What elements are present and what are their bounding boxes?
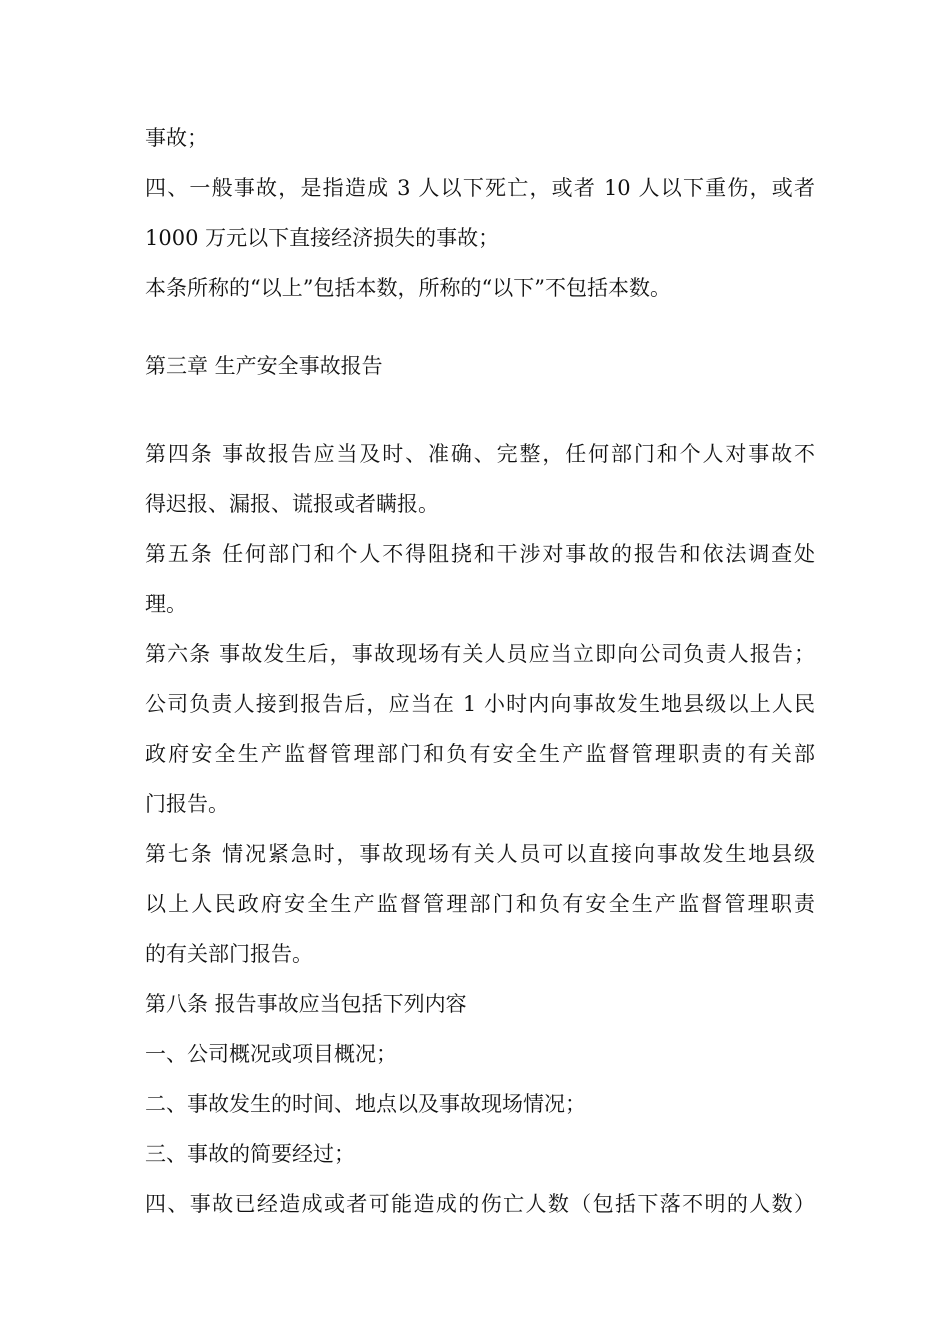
article-6-line-2: 公司负责人接到报告后，应当在 1 小时内向事故发生地县级以上人民 [145, 692, 815, 716]
article-7-line-2: 以上人民政府安全生产监督管理部门和负有安全生产监督管理职责 [145, 892, 815, 916]
article-6-line-4: 门报告。 [145, 792, 229, 816]
article-5-line-2: 理。 [145, 592, 187, 616]
article-6-line-1: 第六条 事故发生后，事故现场有关人员应当立即向公司负责人报告； [145, 642, 815, 666]
article-6-line-3: 政府安全生产监督管理部门和负有安全生产监督管理职责的有关部 [145, 742, 815, 766]
chapter-title: 第三章 生产安全事故报告 [145, 354, 383, 378]
list-item: 二、事故发生的时间、地点以及事故现场情况； [145, 1092, 586, 1116]
article-4-line-2: 得迟报、漏报、谎报或者瞒报。 [145, 492, 439, 516]
paragraph-gap [145, 313, 815, 341]
list-item: 四、事故已经造成或者可能造成的伤亡人数（包括下落不明的人数） [145, 1192, 815, 1216]
article-7-line-3: 的有关部门报告。 [145, 942, 313, 966]
definition-note: 本条所称的“以上”包括本数，所称的“以下”不包括本数。 [145, 276, 671, 300]
article-4-line-1: 第四条 事故报告应当及时、准确、完整，任何部门和个人对事故不 [145, 442, 815, 466]
paragraph-gap [145, 391, 815, 429]
article-5-line-1: 第五条 任何部门和个人不得阻挠和干涉对事故的报告和依法调查处 [145, 542, 815, 566]
article-8-line-1: 第八条 报告事故应当包括下列内容 [145, 992, 467, 1016]
list-item: 一、公司概况或项目概况； [145, 1042, 397, 1066]
general-accident-line-1: 四、一般事故，是指造成 3 人以下死亡，或者 10 人以下重伤，或者 [145, 176, 815, 200]
list-item: 三、事故的简要经过； [145, 1142, 355, 1166]
document-body [145, 113, 815, 1229]
article-7-line-1: 第七条 情况紧急时，事故现场有关人员可以直接向事故发生地县级 [145, 842, 815, 866]
text-line-continuation: 事故； [145, 126, 208, 150]
general-accident-line-2: 1000 万元以下直接经济损失的事故； [145, 226, 500, 250]
